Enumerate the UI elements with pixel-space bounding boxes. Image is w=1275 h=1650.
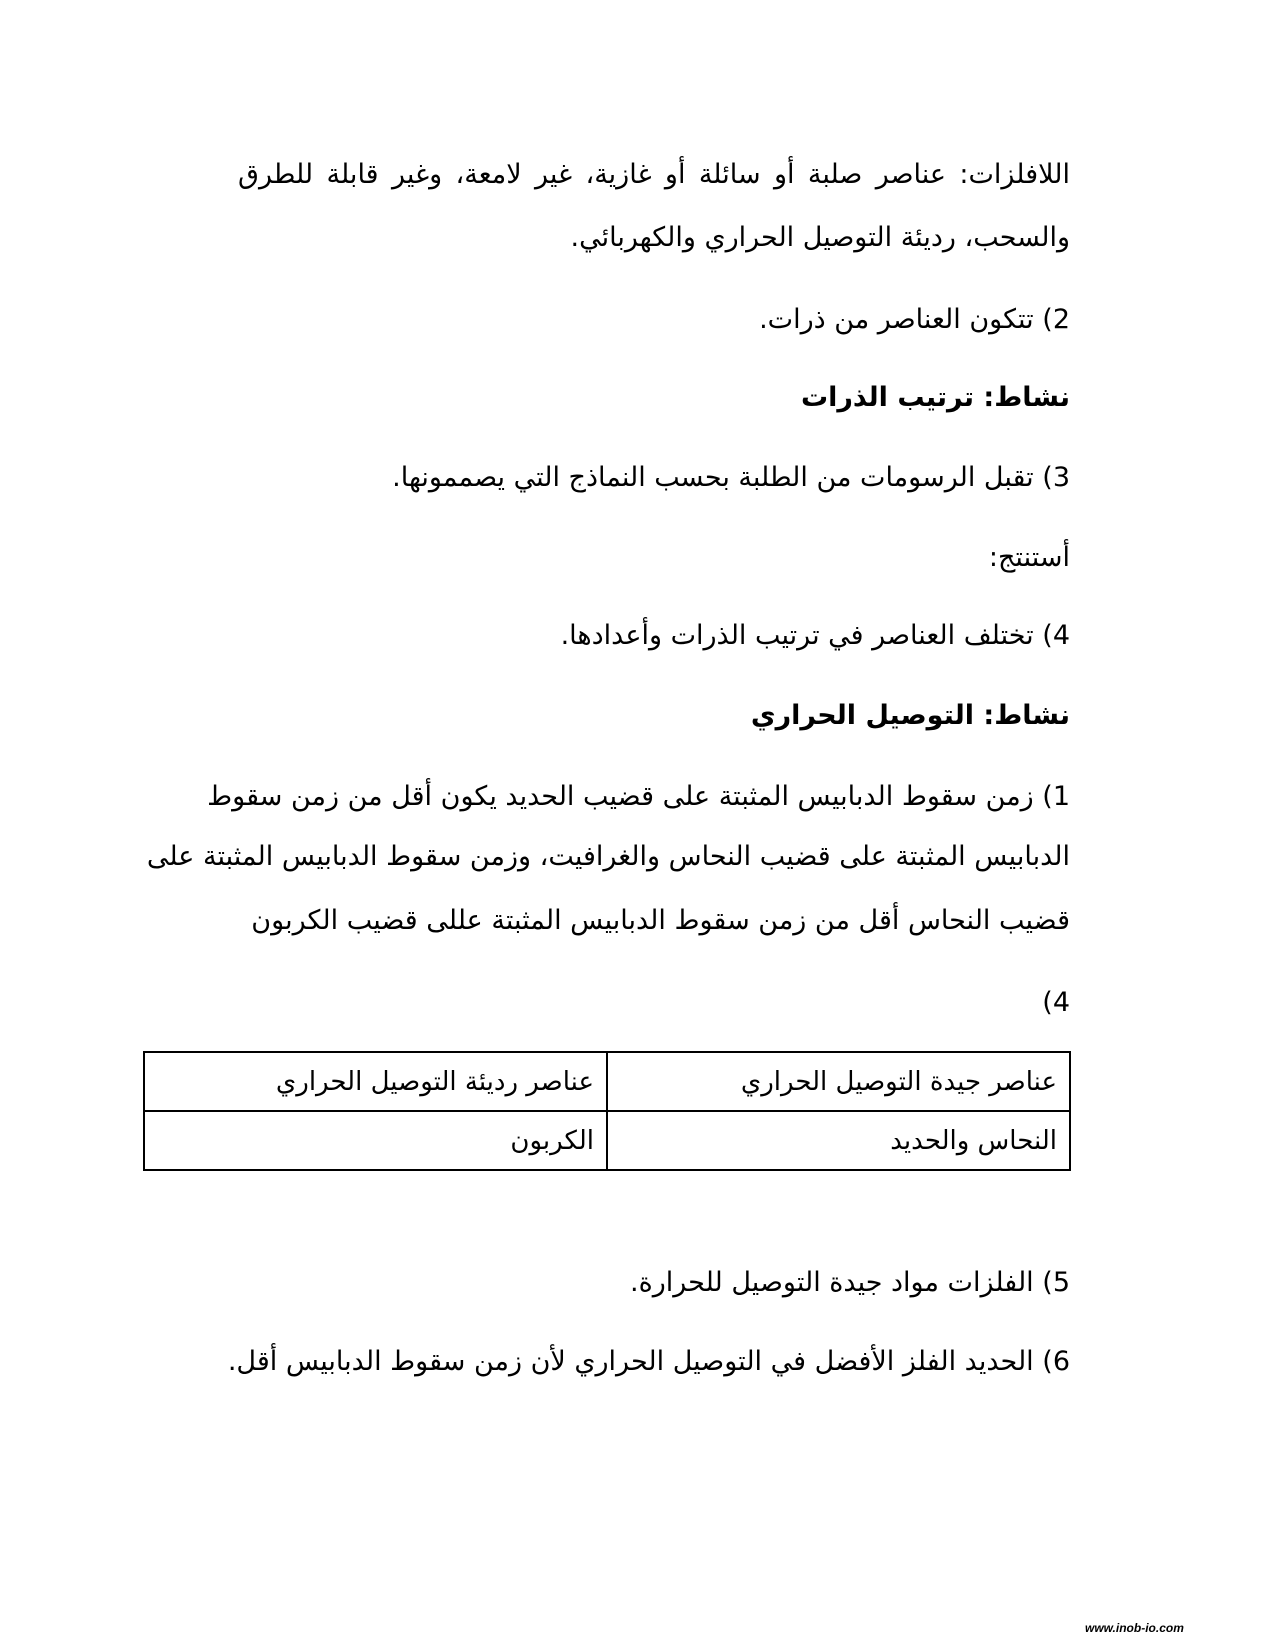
watermark: www.inob-io.com — [1085, 1621, 1184, 1635]
nonmetals-line-2: والسحب، رديئة التوصيل الحراري والكهربائي. — [570, 222, 1070, 253]
table-header: عناصر رديئة التوصيل الحراري — [144, 1052, 607, 1111]
item-4: 4) تختلف العناصر في ترتيب الذرات وأعدادها. — [560, 620, 1070, 651]
activity-heading-atoms: نشاط: ترتيب الذرات — [801, 382, 1070, 413]
conclude-label: أستنتج: — [988, 542, 1070, 573]
item-4-label: 4) — [1042, 987, 1070, 1018]
item-2: 2) تتكون العناصر من ذرات. — [759, 304, 1070, 335]
table-header-row — [144, 1052, 1070, 1111]
table-cell: الكربون — [144, 1111, 607, 1170]
paragraph-1-line-2: الدبابيس المثبتة على قضيب النحاس والغرافيت، وزمن سقوط الدبابيس المثبتة على — [146, 841, 1070, 872]
item-5: 5) الفلزات مواد جيدة التوصيل للحرارة. — [630, 1267, 1070, 1298]
table-header: عناصر جيدة التوصيل الحراري — [607, 1052, 1070, 1111]
activity-heading-heat: نشاط: التوصيل الحراري — [750, 700, 1070, 731]
item-6: 6) الحديد الفلز الأفضل في التوصيل الحراري لأن زمن سقوط الدبابيس أقل. — [227, 1346, 1070, 1377]
nonmetals-line-1: اللافلزات: عناصر صلبة أو سائلة أو غازية، غير لامعة، وغير قابلة للطرق — [238, 159, 1070, 190]
paragraph-1-line-3: قضيب النحاس أقل من زمن سقوط الدبابيس المثبتة عللى قضيب الكربون — [251, 905, 1070, 936]
table-row — [144, 1111, 1070, 1170]
item-3: 3) تقبل الرسومات من الطلبة بحسب النماذج التي يصممونها. — [392, 462, 1070, 493]
paragraph-1-line-1: 1) زمن سقوط الدبابيس المثبتة على قضيب الحديد يكون أقل من زمن سقوط — [207, 781, 1070, 812]
conduction-table — [143, 1051, 1071, 1171]
table-cell: النحاس والحديد — [607, 1111, 1070, 1170]
